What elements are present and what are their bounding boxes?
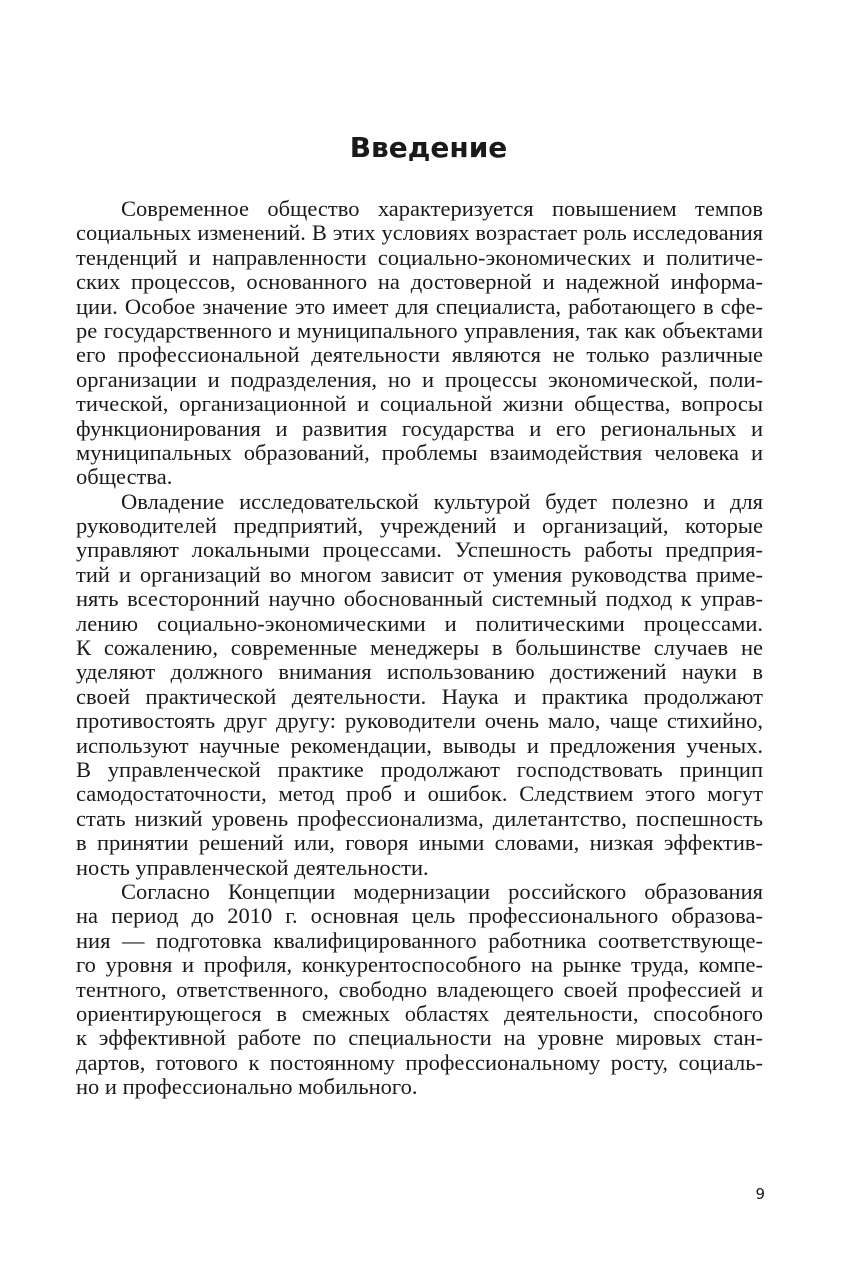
body-text	[76, 197, 763, 1099]
text-line: к эффективной работе по специальности на уровне мировых стан-	[76, 1025, 763, 1051]
text-line: тенденций и направленности социально-экономических и политиче-	[76, 244, 763, 270]
paragraph-1	[76, 197, 763, 490]
text-line: тий и организаций во многом зависит от умения руководства приме-	[76, 561, 763, 587]
text-line: в принятии решений или, говоря иными словами, низкая эффектив-	[76, 830, 763, 856]
text-line: В управленческой практике продолжают господствовать принцип	[76, 756, 763, 782]
text-line: используют научные рекомендации, выводы и предложения ученых.	[76, 732, 763, 758]
text-line: руководителей предприятий, учреждений и организаций, которые	[76, 513, 763, 539]
text-line: управляют локальными процессами. Успешность работы предприя-	[76, 537, 763, 563]
text-line: го уровня и профиля, конкурентоспособного на рынке труда, компе-	[76, 952, 763, 978]
text-line: Современное общество характеризуется повышением темпов	[121, 196, 763, 221]
text-line: стать низкий уровень профессионализма, дилетантство, поспешность	[76, 805, 763, 831]
chapter-title: Введение	[349, 131, 508, 164]
text-line: организации и подразделения, но и процессы экономической, поли-	[76, 366, 763, 392]
text-line: функционирования и развития государства и его региональных и	[76, 415, 763, 441]
text-line: тической, организационной и социальной жизни общества, вопросы	[76, 391, 763, 417]
paragraph-2	[76, 490, 763, 880]
text-line: муниципальных образований, проблемы взаимодействия человека и	[76, 439, 763, 465]
text-line: ориентирующегося в смежных областях деятельности, способного	[76, 1000, 763, 1026]
text-line: лению социально-экономическими и политическими процессами.	[76, 610, 763, 636]
text-line: тентного, ответственного, свободно владеющего своей профессией и	[76, 976, 763, 1002]
text-line: дартов, готового к постоянному профессиональному росту, социаль-	[76, 1049, 763, 1075]
text-line: ре государственного и муниципального управления, так как объектами	[76, 317, 763, 343]
text-line: своей практической деятельности. Наука и практика продолжают	[76, 683, 763, 709]
text-line: уделяют должного внимания использованию достижений науки в	[76, 659, 763, 685]
text-line: на период до 2010 г. основная цель профессионального образова-	[76, 903, 763, 929]
text-line: ния — подготовка квалифицированного работника соответствующе-	[76, 927, 763, 953]
text-line: самодостаточности, метод проб и ошибок. Следствием этого могут	[76, 781, 763, 807]
text-line: ции. Особое значение это имеет для специалиста, работающего в сфе-	[76, 293, 763, 319]
text-line: К сожалению, современные менеджеры в большинстве случаев не	[76, 635, 763, 661]
text-line: ских процессов, основанного на достоверной и надежной информа-	[76, 269, 763, 295]
text-line: Согласно Концепции модернизации российского образования	[121, 878, 763, 904]
text-line: социальных изменений. В этих условиях возрастает роль исследования	[76, 220, 763, 246]
text-line: но и профессионально мобильного.	[76, 1074, 418, 1100]
text-line: ность управленческой деятельности.	[76, 854, 429, 880]
text-line: нять всесторонний научно обоснованный системный подход к управ-	[76, 586, 763, 612]
text-line: противостоять друг другу: руководители очень мало, чаще стихийно,	[76, 708, 763, 734]
text-line: общества.	[76, 464, 173, 490]
text-line: Овладение исследовательской культурой будет полезно и для	[121, 488, 763, 514]
text-line: его профессиональной деятельности являются не только различные	[76, 342, 763, 368]
paragraph-3	[76, 880, 763, 1100]
page-number: 9	[755, 1185, 765, 1203]
